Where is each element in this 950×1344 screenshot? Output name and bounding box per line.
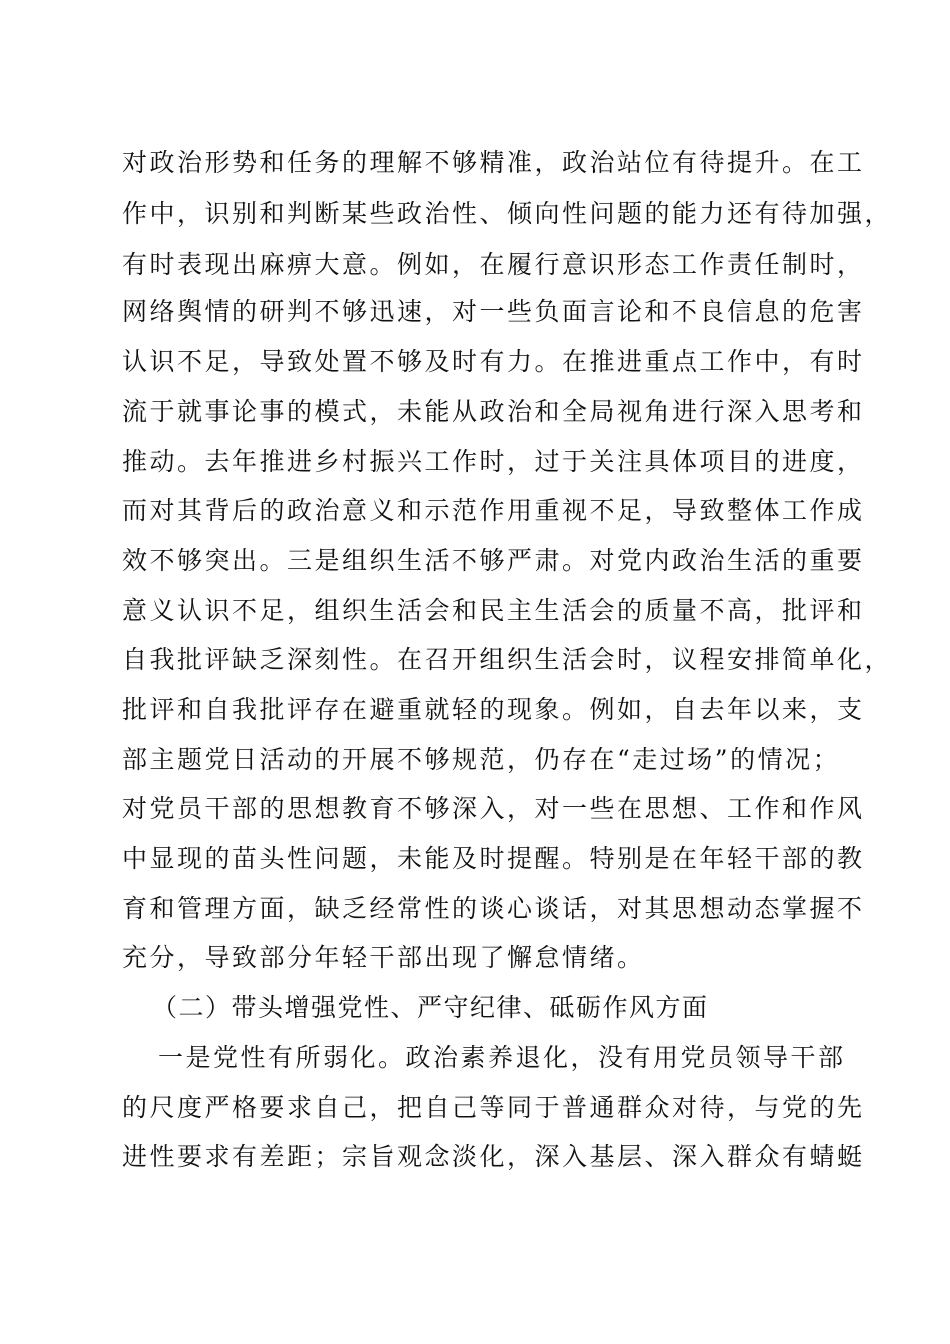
body-line-8: 而对其背后的政治意义和示范作用重视不足，导致整体工作成 (122, 496, 865, 525)
body-line-16: 育和管理方面，缺乏经常性的谈心谈话，对其思想动态掌握不 (122, 894, 865, 923)
body-line-13: 部主题党日活动的开展不够规范，仍存在“走过场”的情况； (122, 745, 841, 774)
body-line-17: 充分，导致部分年轻干部出现了懈怠情绪。 (122, 943, 645, 972)
section-line-1: 一是党性有所弱化。政治素养退化，没有用党员领导干部 (158, 1043, 846, 1072)
body-line-11: 自我批评缺乏深刻性。在召开组织生活会时，议程安排简单化， (122, 645, 893, 674)
body-line-2: 作中，识别和判断某些政治性、倾向性问题的能力还有待加强， (122, 199, 893, 228)
section-line-3: 进性要求有差距；宗旨观念淡化，深入基层、深入群众有蜻蜓 (122, 1142, 865, 1171)
body-line-15: 中显现的苗头性问题，未能及时提醒。特别是在年轻干部的教 (122, 844, 865, 873)
body-line-4: 网络舆情的研判不够迅速，对一些负面言论和不良信息的危害 (122, 297, 865, 326)
body-line-7: 推动。去年推进乡村振兴工作时，过于关注具体项目的进度， (122, 447, 865, 476)
section-line-2: 的尺度严格要求自己，把自己等同于普通群众对待，与党的先 (122, 1093, 865, 1122)
body-line-1: 对政治形势和任务的理解不够精准，政治站位有待提升。在工 (122, 148, 865, 177)
body-line-5: 认识不足，导致处置不够及时有力。在推进重点工作中，有时 (122, 347, 865, 376)
body-line-14: 对党员干部的思想教育不够深入，对一些在思想、工作和作风 (122, 794, 865, 823)
body-line-6: 流于就事论事的模式，未能从政治和全局视角进行深入思考和 (122, 397, 865, 426)
body-line-3: 有时表现出麻痹大意。例如，在履行意识形态工作责任制时， (122, 250, 865, 279)
body-line-10: 意义认识不足，组织生活会和民主生活会的质量不高，批评和 (122, 596, 865, 625)
section-heading: （二）带头增强党性、严守纪律、砥砺作风方面 (152, 993, 709, 1022)
body-line-9: 效不够突出。三是组织生活不够严肃。对党内政治生活的重要 (122, 546, 865, 575)
body-line-12: 批评和自我批评存在避重就轻的现象。例如，自去年以来，支 (122, 695, 865, 724)
